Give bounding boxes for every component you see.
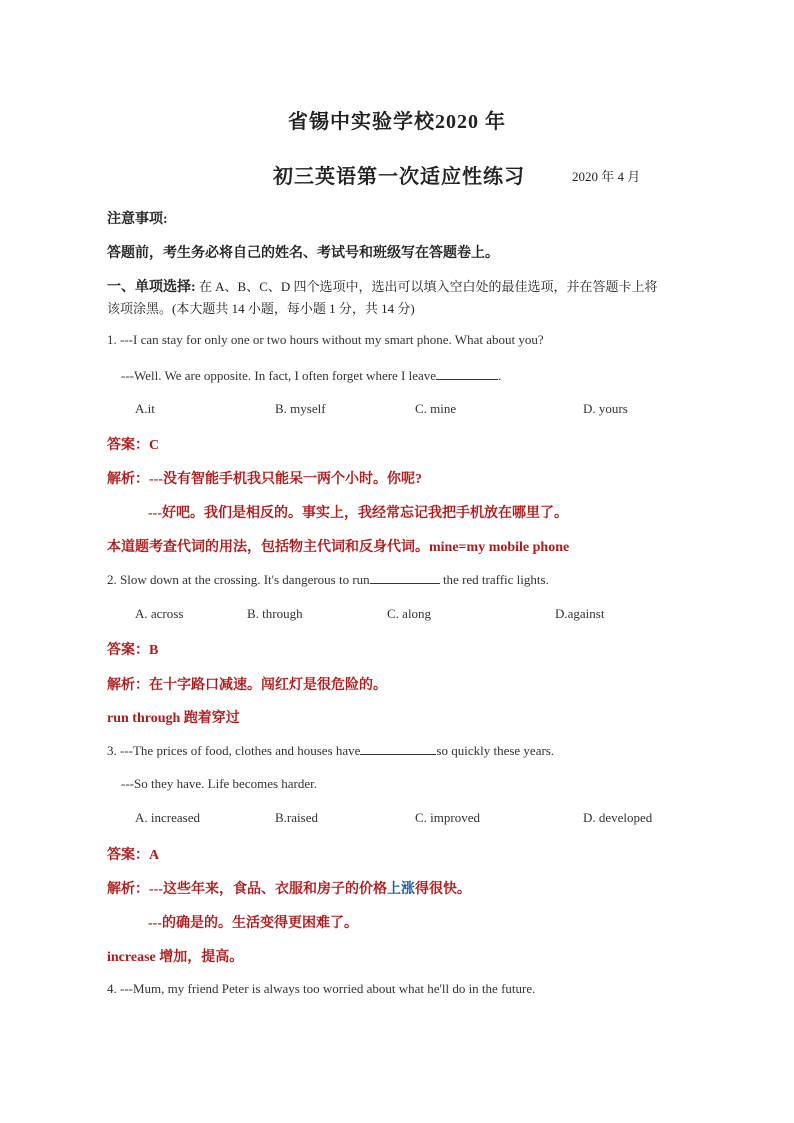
q1-blank	[436, 367, 498, 380]
section1-instruction	[107, 276, 658, 296]
notice-heading: 注意事项:	[107, 212, 168, 227]
q3-blank	[360, 742, 436, 755]
section1-heading: 一、单项选择:	[107, 280, 196, 295]
q1-option-c: C. mine	[415, 401, 457, 416]
q3-analysis-2: ---的确是的。生活变得更困难了。	[148, 916, 358, 931]
q1-line-2	[121, 367, 501, 384]
q3-option-b: B.raised	[275, 810, 318, 825]
q1-option-a: A.it	[135, 401, 155, 416]
q2-option-d: D.against	[555, 606, 605, 621]
q4-line-1: 4. ---Mum, my friend Peter is always too worried about what he'll do in the future.	[107, 981, 536, 996]
q3-line-1-b: so quickly these years.	[436, 743, 555, 758]
q1-analysis-2: ---好吧。我们是相反的。事实上，我经常忘记我把手机放在哪里了。	[148, 506, 568, 521]
q3-answer: 答案：A	[107, 848, 160, 863]
q3-line-2: ---So they have. Life becomes harder.	[121, 776, 318, 791]
q3-analysis-1-highlight: 上涨	[387, 882, 415, 897]
title-line-2: 初三英语第一次适应性练习	[273, 166, 525, 188]
q2-blank	[370, 571, 440, 584]
q1-option-d: D. yours	[583, 401, 628, 416]
q2-line-1-a: 2. Slow down at the crossing. It's dangerous to run	[107, 572, 370, 587]
q2-answer: 答案：B	[107, 643, 159, 658]
exam-date: 2020 年 4 月	[572, 169, 641, 184]
q3-line-1-a: 3. ---The prices of food, clothes and houses have	[107, 743, 361, 758]
q2-line-1-b: the red traffic lights.	[439, 572, 549, 587]
q1-option-b: B. myself	[275, 401, 326, 416]
q3-analysis-3: increase 增加，提高。	[107, 950, 244, 965]
q2-line-1	[107, 571, 549, 588]
q2-analysis-2: run through 跑着穿过	[107, 711, 240, 726]
notice-text: 答题前，考生务必将自己的姓名、考试号和班级写在答题卷上。	[107, 246, 499, 261]
q1-analysis-1: 解析：---没有智能手机我只能呆一两个小时。你呢?	[107, 472, 422, 487]
q3-analysis-1-a: 解析：---这些年来，食品、衣服和房子的价格	[107, 882, 387, 897]
q2-analysis-1: 解析：在十字路口减速。闯红灯是很危险的。	[107, 678, 387, 693]
q3-option-a: A. increased	[135, 810, 200, 825]
section1-instruction-a: 在 A、B、C、D 四个选项中，选出可以填入空白处的最佳选项，并在答题卡上将	[195, 279, 658, 294]
title-line-1: 省锡中实验学校2020 年	[288, 111, 506, 133]
q3-analysis-1	[107, 878, 471, 898]
q1-line-1: 1. ---I can stay for only one or two hours without my smart phone. What about you?	[107, 332, 544, 347]
q1-line-2-text: ---Well. We are opposite. In fact, I often forget where I leave	[121, 368, 437, 383]
q1-analysis-3: 本道题考查代词的用法，包括物主代词和反身代词。mine=my mobile phone	[107, 540, 570, 555]
q2-option-c: C. along	[387, 606, 432, 621]
q3-line-1	[107, 742, 554, 759]
q1-answer: 答案：C	[107, 438, 160, 453]
q3-analysis-1-c: 得很快。	[415, 882, 471, 897]
section1-instruction-b: 该项涂黑。(本大题共 14 小题，每小题 1 分，共 14 分)	[107, 301, 415, 316]
q2-option-b: B. through	[247, 606, 303, 621]
q3-option-c: C. improved	[415, 810, 480, 825]
q2-option-a: A. across	[135, 606, 184, 621]
q3-option-d: D. developed	[583, 810, 653, 825]
q1-line-2-end: .	[498, 368, 502, 383]
